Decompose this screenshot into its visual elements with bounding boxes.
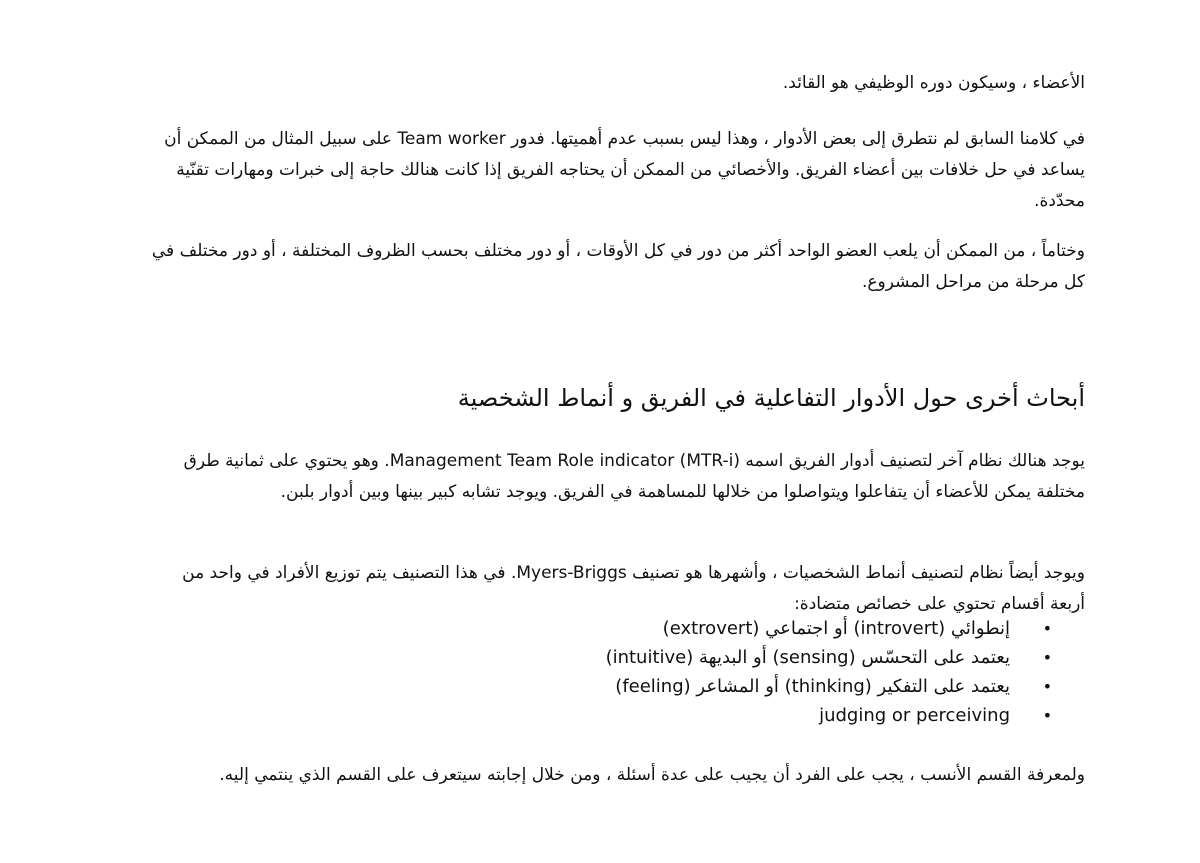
list-item xyxy=(606,614,1052,643)
paragraph-final: ولمعرفة القسم الأنسب ، يجب على الفرد أن يجيب على عدة أسئلة ، ومن خلال إجابته سيتعرف على القسم الذي ينتمي إليه. xyxy=(219,765,1085,785)
list-item-text: يعتمد على التفكير (thinking) أو المشاعر (feeling) xyxy=(615,676,1010,697)
bullet-icon: • xyxy=(1042,677,1052,696)
bullet-icon: • xyxy=(1042,648,1052,667)
list-item xyxy=(606,701,1052,730)
paragraph-conclusion: وختاماً ، من الممكن أن يلعب العضو الواحد أكثر من دور في كل الأوقات ، أو دور مختلف بحسب الظروف المختلفة ، أو دور مختلف في كل مرحلة من مراحل المشروع. xyxy=(151,241,1085,292)
personality-dimensions-list xyxy=(606,614,1052,730)
list-item-text: يعتمد على التحسّس (sensing) أو البديهة (intuitive) xyxy=(605,647,1010,668)
section-heading: أبحاث أخرى حول الأدوار التفاعلية في الفريق و أنماط الشخصية xyxy=(457,384,1085,412)
bullet-icon: • xyxy=(1042,619,1052,638)
paragraph-leader-role: الأعضاء ، وسيكون دوره الوظيفي هو القائد. xyxy=(782,73,1085,93)
paragraph-other-roles: في كلامنا السابق لم نتطرق إلى بعض الأدوار ، وهذا ليس بسبب عدم أهميتها. فدور Team worker على سبيل المثال من الممكن أن يساعد في حل خلافات بين أعضاء الفريق. والأخصائي من الممكن أن يحتاجه الفريق إذا كانت هنالك حاجة إلى خبرات ومهارات تقنّية محدّدة. xyxy=(164,129,1085,211)
list-item-text: judging or perceiving xyxy=(819,705,1010,726)
paragraph-myers-briggs: ويوجد أيضاً نظام لتصنيف أنماط الشخصيات ، وأشهرها هو تصنيف Myers-Briggs. في هذا التصنيف يتم توزيع الأفراد في واحد من أربعة أقسام تحتوي على خصائص متضادة: xyxy=(182,563,1085,614)
bullet-icon: • xyxy=(1042,706,1052,725)
list-item xyxy=(606,643,1052,672)
paragraph-mtr-i: يوجد هنالك نظام آخر لتصنيف أدوار الفريق اسمه (Management Team Role indicator (MTR-i. وهو يحتوي على ثمانية طرق مختلفة يمكن للأعضاء أن يتفاعلوا ويتواصلوا من خلالها للمساهمة في الفريق. ويوجد تشابه كبير بينها وبين أدوار بلبن. xyxy=(183,451,1085,502)
list-item xyxy=(606,672,1052,701)
list-item-text: إنطوائي (introvert) أو اجتماعي (extrovert) xyxy=(662,618,1010,639)
